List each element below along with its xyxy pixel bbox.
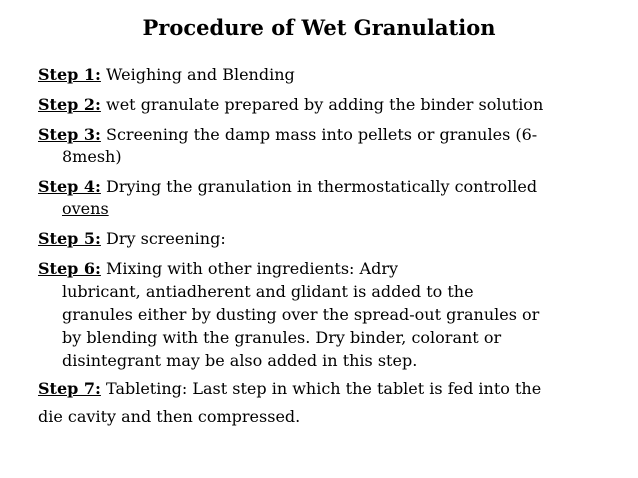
slide-title: Procedure of Wet Granulation: [142, 15, 496, 40]
step-7-line: [38, 378, 541, 400]
step-5-label: Step 5:: [38, 229, 101, 248]
step-6-text: Mixing with other ingredients: Adry: [100, 259, 398, 278]
step-1-text: Weighing and Blending: [100, 65, 295, 84]
step-2-line: [38, 94, 543, 116]
step-4-text: Drying the granulation in thermostatically controlled: [100, 177, 538, 196]
step-6-label: Step 6:: [38, 259, 101, 278]
step-6-continuation-2: granules either by dusting over the spread-out granules or: [62, 305, 540, 324]
step-4-label: Step 4:: [38, 177, 101, 196]
step-2-text: wet granulate prepared by adding the binder solution: [100, 95, 544, 114]
step-5-line: [38, 228, 226, 250]
step-6-continuation-1: lubricant, antiadherent and glidant is added to the: [62, 282, 474, 301]
step-6-continuation-4: disintegrant may be also added in this step.: [62, 351, 418, 370]
step-6-line: [38, 258, 398, 280]
step-4-continuation: ovens: [62, 199, 109, 218]
step-4-line: [38, 176, 537, 198]
step-7-label: Step 7:: [38, 379, 101, 398]
step-3-label: Step 3:: [38, 125, 101, 144]
step-7-text: Tableting: Last step in which the tablet is fed into the: [100, 379, 542, 398]
step-1-label: Step 1:: [38, 65, 101, 84]
step-5-text: Dry screening:: [100, 229, 226, 248]
step-2-label: Step 2:: [38, 95, 101, 114]
step-1-line: [38, 64, 295, 86]
step-3-text: Screening the damp mass into pellets or granules (6-: [100, 125, 538, 144]
step-6-continuation-3: by blending with the granules. Dry binder, colorant or: [62, 328, 502, 347]
step-3-continuation: 8mesh): [62, 147, 122, 166]
step-7-continuation: die cavity and then compressed.: [38, 407, 301, 426]
step-3-line: [38, 124, 537, 146]
